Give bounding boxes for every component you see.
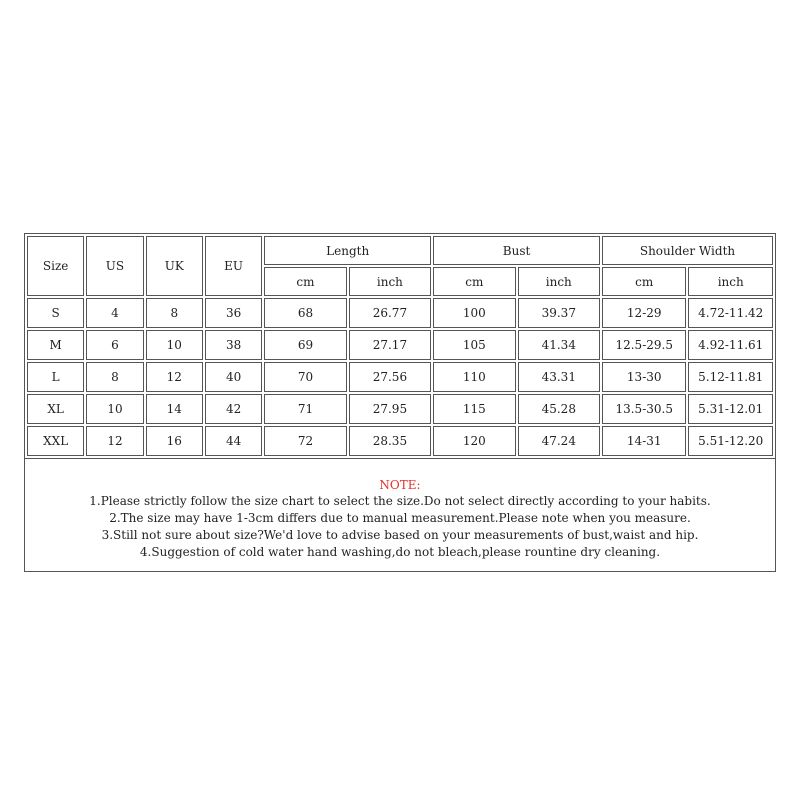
cell-bust-inch: 47.24 [518,426,600,456]
cell-shoulder-cm: 12-29 [602,298,686,328]
cell-size: S [27,298,84,328]
cell-length-cm: 70 [264,362,346,392]
cell-us: 6 [86,330,143,360]
cell-shoulder-inch: 5.31-12.01 [688,394,773,424]
cell-bust-inch: 43.31 [518,362,600,392]
cell-us: 12 [86,426,143,456]
unit-length-inch: inch [349,267,431,296]
cell-length-inch: 28.35 [349,426,431,456]
cell-bust-cm: 105 [433,330,515,360]
note-line: 1.Please strictly follow the size chart to select the size.Do not select directly according to your habits. [89,494,711,508]
note-line: 2.The size may have 1-3cm differs due to manual measurement.Please note when you measure. [109,511,691,525]
cell-length-cm: 68 [264,298,346,328]
header-size: Size [27,236,84,296]
cell-size: M [27,330,84,360]
header-row [27,236,773,265]
cell-uk: 12 [146,362,203,392]
cell-eu: 42 [205,394,262,424]
cell-shoulder-cm: 13.5-30.5 [602,394,686,424]
cell-bust-cm: 110 [433,362,515,392]
unit-bust-cm: cm [433,267,515,296]
cell-uk: 10 [146,330,203,360]
table-row [27,426,773,456]
table-row [27,394,773,424]
notes-box [24,459,776,572]
header-us: US [86,236,143,296]
cell-shoulder-inch: 4.92-11.61 [688,330,773,360]
cell-uk: 8 [146,298,203,328]
cell-shoulder-cm: 13-30 [602,362,686,392]
cell-shoulder-cm: 14-31 [602,426,686,456]
header-length: Length [264,236,431,265]
note-line: 4.Suggestion of cold water hand washing,do not bleach,please rountine dry cleaning. [139,545,661,559]
cell-bust-inch: 39.37 [518,298,600,328]
cell-eu: 44 [205,426,262,456]
unit-shoulder-cm: cm [602,267,686,296]
cell-bust-cm: 115 [433,394,515,424]
cell-size: L [27,362,84,392]
table-row [27,298,773,328]
header-shoulder-width: Shoulder Width [602,236,773,265]
cell-shoulder-inch: 5.12-11.81 [688,362,773,392]
cell-us: 4 [86,298,143,328]
cell-length-cm: 71 [264,394,346,424]
note-line: 3.Still not sure about size?We'd love to advise based on your measurements of bust,waist and hip. [101,528,699,542]
cell-us: 10 [86,394,143,424]
cell-shoulder-inch: 5.51-12.20 [688,426,773,456]
header-eu: EU [205,236,262,296]
cell-length-inch: 26.77 [349,298,431,328]
cell-size: XL [27,394,84,424]
cell-bust-inch: 41.34 [518,330,600,360]
cell-eu: 38 [205,330,262,360]
cell-length-inch: 27.56 [349,362,431,392]
cell-bust-cm: 100 [433,298,515,328]
unit-shoulder-inch: inch [688,267,773,296]
cell-length-cm: 69 [264,330,346,360]
unit-bust-inch: inch [518,267,600,296]
cell-shoulder-inch: 4.72-11.42 [688,298,773,328]
unit-length-cm: cm [264,267,346,296]
cell-length-cm: 72 [264,426,346,456]
cell-uk: 16 [146,426,203,456]
header-uk: UK [146,236,203,296]
header-bust: Bust [433,236,600,265]
cell-eu: 40 [205,362,262,392]
cell-length-inch: 27.17 [349,330,431,360]
cell-bust-inch: 45.28 [518,394,600,424]
size-table [24,233,776,459]
notes-title: NOTE: [379,478,421,492]
cell-length-inch: 27.95 [349,394,431,424]
cell-shoulder-cm: 12.5-29.5 [602,330,686,360]
table-row [27,362,773,392]
cell-size: XXL [27,426,84,456]
cell-us: 8 [86,362,143,392]
table-row [27,330,773,360]
cell-uk: 14 [146,394,203,424]
size-chart [24,233,776,572]
cell-eu: 36 [205,298,262,328]
cell-bust-cm: 120 [433,426,515,456]
